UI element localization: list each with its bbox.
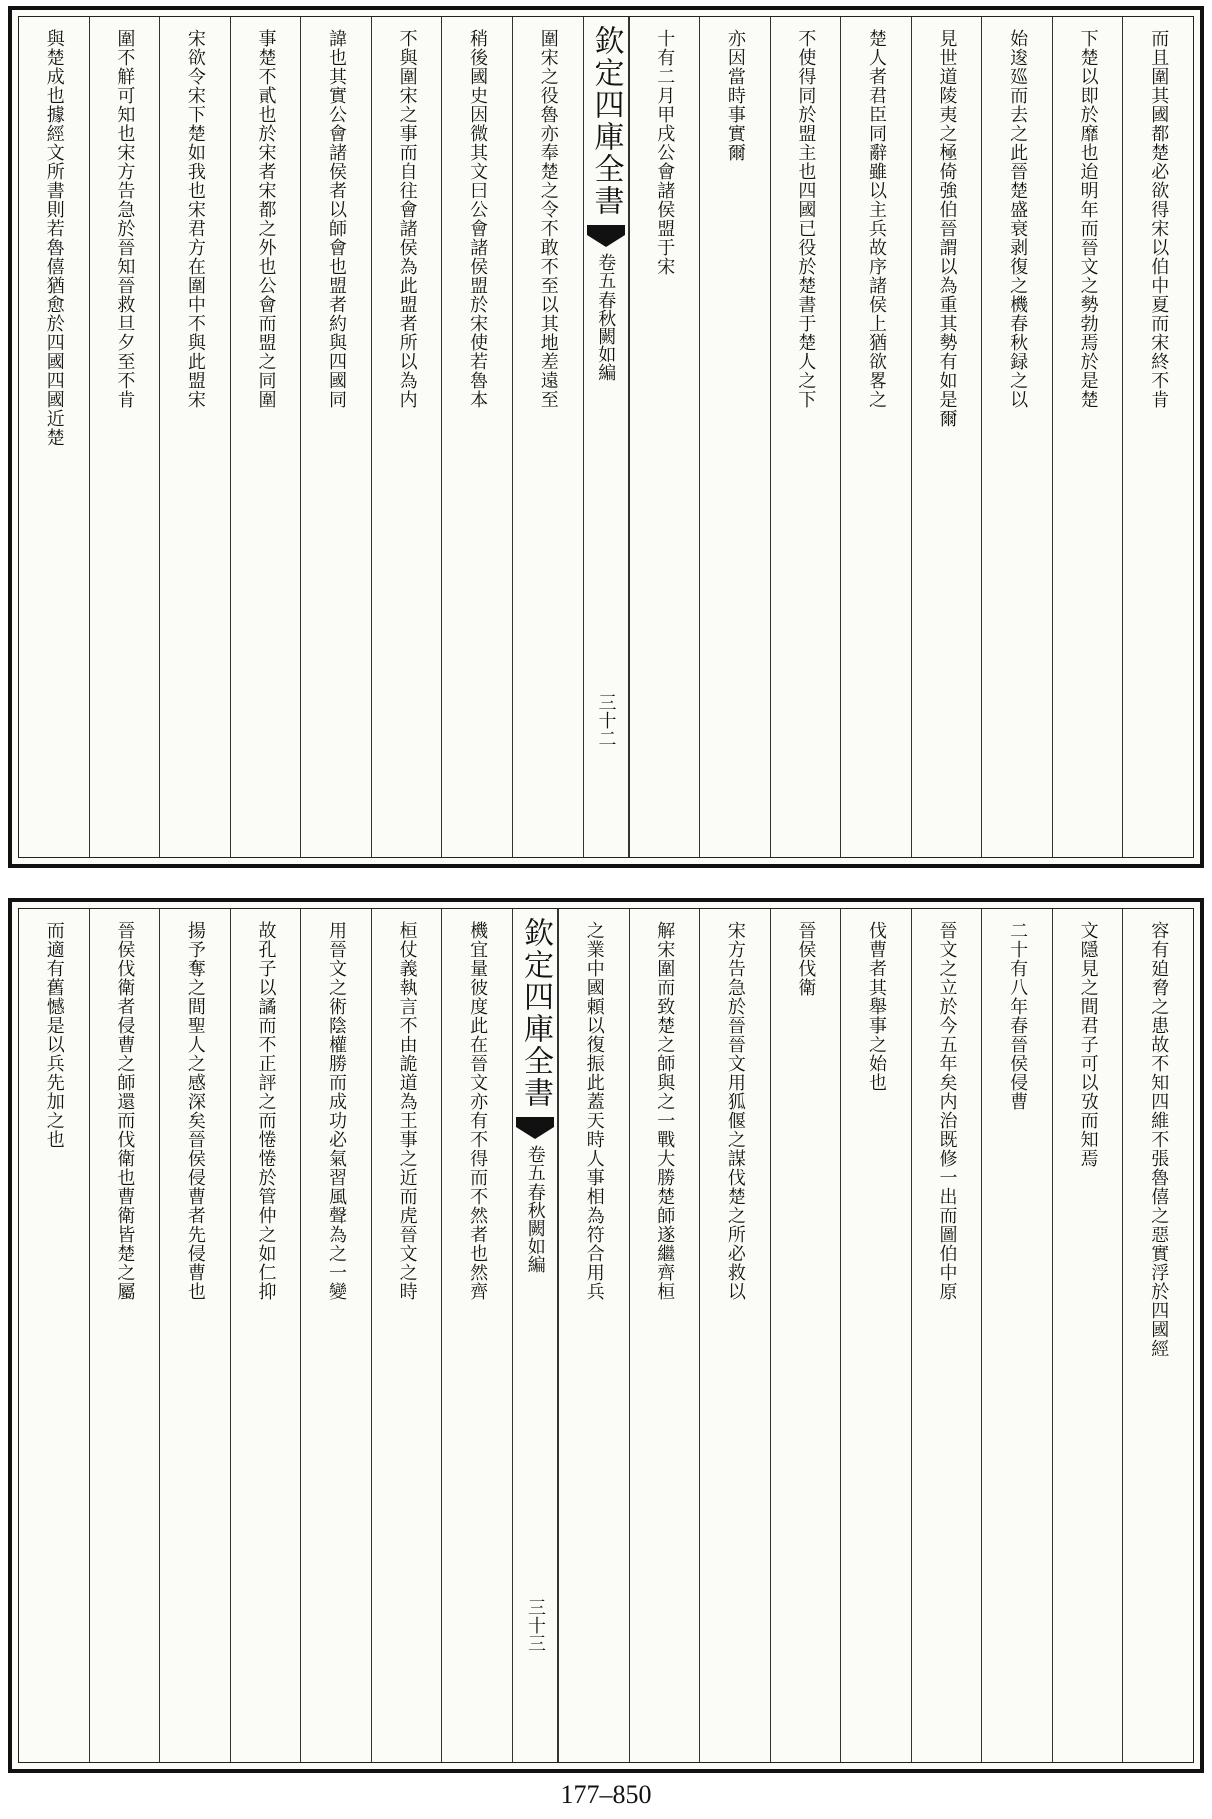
volume-label: 卷五	[524, 1145, 546, 1181]
text-column	[770, 17, 841, 857]
leaf-number: 三十三	[524, 1598, 546, 1652]
column-text: 稍後國史因微其文曰公會諸侯盟於宋使若魯本	[467, 29, 489, 409]
text-column	[230, 17, 301, 857]
text-column	[159, 17, 230, 857]
column-text: 事楚不貳也於宋者宋都之外也公會而盟之同圍	[255, 29, 277, 409]
column-text: 始逡廵而去之此晉楚盛衰剥復之機春秋録之以	[1007, 29, 1029, 409]
text-column	[629, 909, 700, 1762]
text-column	[699, 17, 770, 857]
text-column	[840, 909, 911, 1762]
column-text: 之業中國頼以復振此蓋天時人事相為符合用兵	[583, 921, 605, 1301]
column-text: 用晉文之術陰權勝而成功必氣習風聲為之一變	[326, 921, 348, 1301]
text-column	[840, 17, 911, 857]
text-column	[441, 17, 512, 857]
column-text: 而適有舊憾是以兵先加之也	[43, 921, 65, 1149]
fishtail-mark-icon	[587, 225, 625, 247]
top-page-columns	[19, 17, 1193, 857]
text-column	[512, 17, 583, 857]
column-text: 故孔子以譎而不正評之而惓惓於管仲之如仁抑	[255, 921, 277, 1301]
book-title: 春秋闕如編	[524, 1183, 546, 1273]
column-text: 晉侯伐衛	[795, 921, 817, 997]
column-text: 桓仗義執言不由詭道為王事之近而虎晉文之時	[396, 921, 418, 1301]
text-column	[19, 909, 89, 1762]
text-column	[1122, 909, 1193, 1762]
column-text: 與楚成也據經文所書則若魯僖猶愈於四國四國近楚	[43, 29, 65, 447]
book-title: 春秋闕如編	[595, 291, 617, 381]
book-info	[524, 1145, 546, 1273]
column-text: 容有廹脅之患故不知四維不張魯僖之惡實浮於四國經	[1148, 921, 1170, 1358]
text-column	[911, 17, 982, 857]
leaf-number: 三十二	[595, 693, 617, 747]
column-text: 伐曹者其舉事之始也	[865, 921, 887, 1092]
column-text: 二十有八年春晉侯侵曹	[1007, 921, 1029, 1111]
text-column	[371, 17, 442, 857]
text-column	[981, 17, 1052, 857]
volume-label: 卷五	[595, 253, 617, 289]
page-margin-center	[583, 17, 629, 857]
top-page	[8, 6, 1204, 868]
column-text: 不與圍宋之事而自往會諸侯為此盟者所以為内	[396, 29, 418, 409]
text-column	[1052, 17, 1123, 857]
text-column	[441, 909, 512, 1762]
bottom-page-frame	[18, 908, 1194, 1763]
column-text: 解宋圍而致楚之師與之一戰大勝楚師遂繼齊桓	[654, 921, 676, 1301]
text-column	[981, 909, 1052, 1762]
text-column	[629, 17, 700, 857]
book-info	[595, 253, 617, 381]
top-page-frame	[18, 16, 1194, 858]
column-text: 諱也其實公會諸侯者以師會也盟者約與四國同	[326, 29, 348, 409]
column-text: 揚予奪之間聖人之感深矣晉侯侵曹者先侵曹也	[184, 921, 206, 1301]
text-column	[89, 17, 160, 857]
column-text: 文隱見之間君子可以攷而知焉	[1077, 921, 1099, 1168]
page-margin-center	[512, 909, 558, 1762]
column-text: 而且圍其國都楚必欲得宋以伯中夏而宋終不肯	[1148, 29, 1170, 409]
text-column	[230, 909, 301, 1762]
collection-title: 欽定四庫全書	[517, 917, 553, 1109]
fishtail-mark-icon	[516, 1117, 554, 1139]
text-column	[89, 909, 160, 1762]
text-column	[699, 909, 770, 1762]
column-text: 見世道陵夷之極倚強伯晉謂以為重其勢有如是爾	[936, 29, 958, 428]
text-column	[770, 909, 841, 1762]
bottom-page-columns	[19, 909, 1193, 1762]
column-text: 十有二月甲戌公會諸侯盟于宋	[654, 29, 676, 276]
column-text: 機宜量彼度此在晉文亦有不得而不然者也然齊	[467, 921, 489, 1301]
page-code: 177–850	[560, 1780, 652, 1809]
text-column	[300, 909, 371, 1762]
text-column	[1122, 17, 1193, 857]
column-text: 晉侯伐衛者侵曹之師還而伐衛也曹衛皆楚之屬	[114, 921, 136, 1301]
column-text: 宋欲令宋下楚如我也宋君方在圍中不與此盟宋	[184, 29, 206, 409]
column-text: 下楚以即於靡也迨明年而晉文之勢勃焉於是楚	[1077, 29, 1099, 409]
column-text: 圍宋之役魯亦奉楚之令不敢不至以其地差遠至	[537, 29, 559, 409]
column-text: 晉文之立於今五年矣内治既修一出而圖伯中原	[936, 921, 958, 1301]
bottom-page	[8, 898, 1204, 1773]
text-column	[371, 909, 442, 1762]
text-column	[1052, 909, 1123, 1762]
text-column	[19, 17, 89, 857]
text-column	[911, 909, 982, 1762]
column-text: 宋方告急於晉晉文用狐偃之謀伐楚之所必救以	[724, 921, 746, 1301]
column-text: 亦因當時事實爾	[724, 29, 746, 162]
column-text: 楚人者君臣同辭雖以主兵故序諸侯上猶欲畧之	[865, 29, 887, 409]
text-column	[558, 909, 629, 1762]
column-text: 不使得同於盟主也四國已役於楚書于楚人之下	[795, 29, 817, 409]
column-text: 圍不觧可知也宋方告急於晉知晉救旦夕至不肯	[114, 29, 136, 409]
text-column	[300, 17, 371, 857]
collection-title: 欽定四庫全書	[588, 25, 624, 217]
text-column	[159, 909, 230, 1762]
